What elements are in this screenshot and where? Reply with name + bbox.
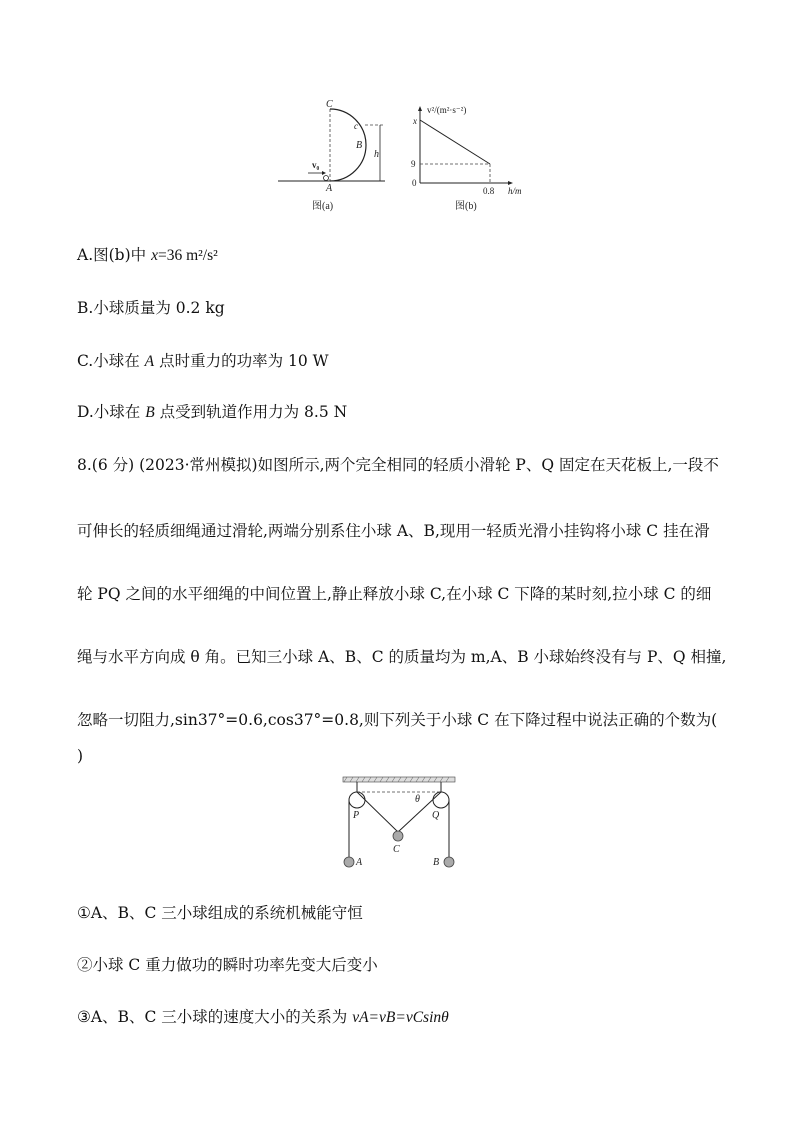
option-c-pre: C.小球在 xyxy=(77,352,145,370)
label-q: Q xyxy=(432,810,440,821)
option-a-prefix: A.图(b)中 xyxy=(77,246,152,264)
caption-b: 图(b) xyxy=(455,201,477,212)
label-a: A xyxy=(326,183,333,194)
option-b: B.小球质量为 0.2 kg xyxy=(77,299,225,317)
rope-pc xyxy=(357,792,398,832)
figure-ab xyxy=(270,95,540,215)
label-x: x xyxy=(413,116,417,126)
xaxis-arrow xyxy=(508,181,513,185)
caption-a: 图(a) xyxy=(312,201,334,212)
option-d-post: 点受到轨道作用力为 8.5 N xyxy=(154,403,348,421)
figure-ab-svg xyxy=(270,95,540,215)
statement-3-formula: vA=vB=vCsinθ xyxy=(352,1009,449,1026)
label-v0: v₀ xyxy=(312,160,320,170)
question8-line3: 轮 PQ 之间的水平细绳的中间位置上,静止释放小球 C,在小球 C 下降的某时刻,拉小球 C 的细 xyxy=(77,585,712,603)
ceiling xyxy=(343,777,455,782)
label-zero: 0 xyxy=(412,178,417,188)
option-d xyxy=(77,400,347,422)
question8-line4: 绳与水平方向成 θ 角。已知三小球 A、B、C 的质量均为 m,A、B 小球始终没有与 P、Q 相撞, xyxy=(77,648,727,666)
yaxis-label: v²/(m²·s⁻²) xyxy=(427,105,467,115)
pulley-p xyxy=(349,792,365,808)
label-b: B xyxy=(356,140,363,151)
label-c-top: C xyxy=(326,99,333,110)
xtick-label: 0.8 xyxy=(483,186,495,196)
figure-pulley xyxy=(335,770,465,870)
statement-3 xyxy=(77,1005,449,1027)
question8-line6: ) xyxy=(77,747,84,765)
statement-1: ①A、B、C 三小球组成的系统机械能守恒 xyxy=(77,904,363,922)
label-h: h xyxy=(374,149,379,160)
ball-a xyxy=(324,176,329,181)
ball-c xyxy=(393,831,403,841)
statement-2: ②小球 C 重力做功的瞬时功率先变大后变小 xyxy=(77,956,378,974)
ball-a2 xyxy=(344,857,354,867)
ball-b2 xyxy=(444,857,454,867)
label-b2: B xyxy=(433,857,440,868)
question8-line5: 忽略一切阻力,sin37°=0.6,cos37°=0.8,则下列关于小球 C 在下降过程中说法正确的个数为( xyxy=(77,711,718,729)
option-d-var: B xyxy=(145,404,155,421)
question8-line2: 可伸长的轻质细绳通过滑轮,两端分别系住小球 A、B,现用一轻质光滑小挂钩将小球 C 挂在滑 xyxy=(77,522,710,540)
label-nine: 9 xyxy=(411,159,416,169)
label-c2: C xyxy=(393,844,400,855)
figure-pulley-svg xyxy=(335,770,465,870)
graph-line xyxy=(420,120,490,164)
statement-3-pre: ③A、B、C 三小球的速度大小的关系为 xyxy=(77,1008,353,1026)
option-a-rest: =36 m²/s² xyxy=(157,247,218,264)
option-a-var: x xyxy=(151,247,158,264)
label-theta: θ xyxy=(415,794,420,805)
question8-line1: 8.(6 分) (2023·常州模拟)如图所示,两个完全相同的轻质小滑轮 P、Q 固定在天花板上,一段不 xyxy=(77,456,719,474)
label-p: P xyxy=(353,810,360,821)
label-c-small: c xyxy=(354,121,358,131)
yaxis-arrow xyxy=(418,106,422,111)
option-a xyxy=(77,243,218,265)
option-c-post: 点时重力的功率为 10 W xyxy=(154,352,329,370)
option-c xyxy=(77,349,329,371)
option-c-var: A xyxy=(144,353,155,370)
v0-arrowhead xyxy=(322,171,326,175)
pulley-q xyxy=(433,792,449,808)
xaxis-label: h/m xyxy=(508,186,522,196)
label-a2: A xyxy=(356,857,363,868)
option-d-pre: D.小球在 xyxy=(77,403,146,421)
